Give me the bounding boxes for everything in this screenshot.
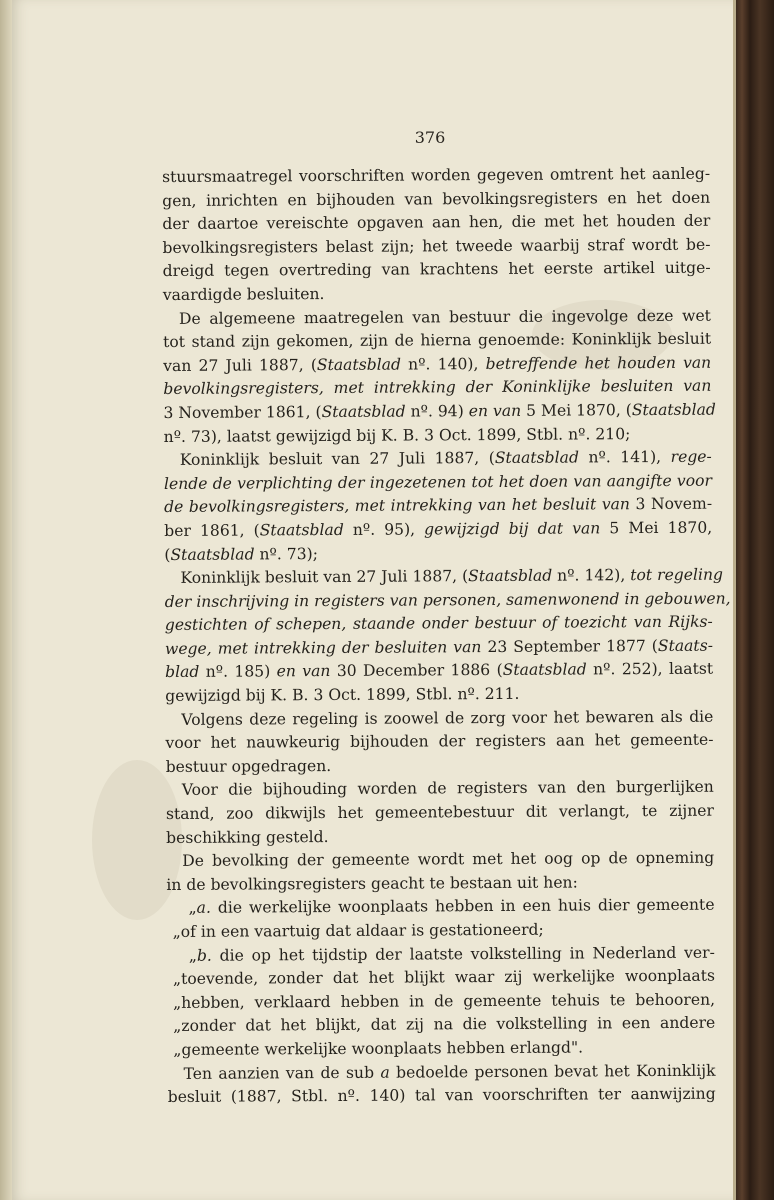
text-line: [168, 1083, 716, 1110]
text-line: [164, 446, 712, 473]
italic-text: wege, met intrekking der besluiten van: [164, 637, 482, 658]
text-run: (: [164, 545, 171, 564]
text-run: „hebben, verklaard hebben in de gemeente tehuis te behooren,: [173, 990, 716, 1012]
text-run: die werkelijke woonplaats hebben in een huis dier gemeente: [210, 896, 715, 918]
text-run: Voor die bijhouding worden de registers van den burgerlijken: [181, 778, 714, 800]
text-line: [162, 186, 710, 213]
text-run: beschikking gesteld.: [166, 827, 329, 847]
italic-text: b.: [196, 946, 212, 965]
text-run: „zonder dat het blijkt, dat zij na die volkstelling in een andere: [173, 1014, 716, 1036]
text-line: [165, 658, 713, 685]
text-line: [165, 705, 713, 732]
body-text: [162, 163, 731, 1110]
text-run: besluit (1887, Stbl. nº. 140) tal van voorschriften ter aanwijzing: [167, 1084, 716, 1107]
text-run: 3 Novem-: [629, 494, 713, 514]
text-line: [167, 1059, 715, 1086]
text-run: gen, inrichten en bijhouden van bevolkingsregisters en het doen: [162, 188, 711, 210]
text-line: [167, 988, 715, 1015]
text-run: gewijzigd bij K. B. 3 Oct. 1899, Stbl. nº. 211.: [165, 684, 520, 706]
text-line: [164, 493, 712, 520]
text-line: [165, 611, 713, 638]
text-line: [163, 375, 711, 402]
text-run: tot stand zijn gekomen, zijn de hierna genoemde: Koninklijk besluit: [163, 329, 712, 352]
text-line: [163, 328, 711, 355]
text-run: De bevolking der gemeente wordt met het oog op de opneming: [182, 848, 715, 871]
italic-text: Staatsblad: [502, 660, 587, 680]
text-line: [164, 469, 712, 496]
text-run: nº. 140),: [400, 354, 486, 374]
text-run: nº. 185): [199, 662, 277, 682]
text-run: 3 November 1861, (: [163, 402, 322, 422]
page-number: 376: [414, 128, 446, 147]
text-line: [163, 281, 711, 308]
text-line: [164, 517, 712, 544]
text-line: [164, 422, 712, 449]
text-line: [164, 587, 731, 614]
text-line: [166, 894, 714, 921]
italic-text: betreffende het houden van: [485, 353, 712, 373]
text-line: [162, 163, 710, 190]
text-line: [167, 1012, 715, 1039]
italic-text: a: [380, 1063, 390, 1082]
italic-text: gewijzigd bij dat van: [424, 519, 601, 539]
text-line: [165, 729, 713, 756]
text-line: [162, 210, 710, 237]
text-line: [167, 1036, 715, 1063]
text-run: in de bevolkingsregisters geacht te bestaan uit hen:: [166, 873, 578, 894]
text-run: der daartoe vereischte opgaven aan hen, die met het houden der: [162, 211, 711, 234]
text-run: nº. 95),: [343, 520, 425, 539]
text-line: [162, 233, 710, 260]
italic-text: bevolkingsregisters, met intrekking der Koninklijke besluiten van: [163, 376, 712, 399]
text-run: 5 Mei 1870,: [600, 518, 713, 538]
italic-text: Staatsblad: [494, 448, 579, 468]
text-run: nº. 142),: [552, 566, 631, 585]
italic-text: a.: [196, 899, 211, 918]
text-run: stand, zoo dikwijls het gemeentebestuur dit verlangt, te zijner: [165, 801, 715, 824]
italic-text: Staatsblad: [321, 402, 406, 421]
text-run: „: [188, 899, 197, 918]
italic-text: rege-: [670, 447, 712, 467]
text-run: bestuur opgedragen.: [165, 756, 332, 776]
text-line: [167, 965, 715, 992]
text-line: [164, 564, 724, 591]
text-run: Koninklijk besluit van 27 Juli 1887, (: [180, 567, 469, 587]
text-run: nº. 73), laatst gewijzigd bij K. B. 3 Oct. 1899, Stbl. nº. 210;: [163, 424, 631, 446]
text-run: voor het nauwkeurig bijhouden der registers aan het gemeente-: [165, 730, 714, 753]
italic-text: tot regeling: [630, 565, 724, 585]
italic-text: en van: [276, 662, 331, 681]
text-run: „of in een vaartuig dat aldaar is gestationeerd;: [172, 920, 544, 941]
text-run: dreigd tegen overtreding van krachtens het eerste artikel uitge-: [162, 259, 711, 281]
text-run: 5 Mei 1870, (: [521, 401, 632, 420]
text-line: [166, 800, 714, 827]
text-line: [164, 540, 712, 567]
text-run: die op het tijdstip der laatste volkstelling in Nederland ver-: [211, 943, 715, 965]
text-line: [167, 941, 715, 968]
text-run: ber 1861, (: [164, 521, 260, 540]
text-run: „gemeente werkelijke woonplaats hebben erlangd".: [173, 1038, 584, 1059]
text-line: [163, 257, 711, 284]
text-line: [166, 776, 714, 803]
text-run: vaardigde besluiten.: [162, 284, 325, 304]
italic-text: en van: [468, 401, 522, 421]
italic-text: de bevolkingsregisters, met intrekking van het besluit van: [164, 495, 631, 517]
text-line: [167, 918, 715, 945]
text-run: van 27 Juli 1887, (: [163, 355, 317, 375]
text-run: stuursmaatregel voorschriften worden gegeven omtrent het aanleg-: [162, 164, 711, 186]
text-line: [166, 823, 714, 850]
text-run: nº. 141),: [578, 448, 671, 467]
text-line: [165, 682, 713, 709]
italic-text: Staatsblad: [259, 520, 344, 540]
text-run: bedoelde personen bevat het Koninklijk: [389, 1061, 716, 1082]
text-line: [163, 351, 711, 378]
text-run: nº. 252), laatst: [586, 660, 714, 679]
text-run: De algemeene maatregelen van bestuur die ingevolge deze wet: [178, 306, 711, 328]
text-line: [165, 635, 713, 662]
italic-text: der inschrijving in registers van personen, samenwonend in gebouwen,: [164, 589, 731, 611]
italic-text: Staats-: [657, 636, 714, 655]
text-line: [166, 870, 714, 897]
text-line: [163, 399, 716, 426]
italic-text: blad: [165, 663, 200, 682]
text-run: Koninklijk besluit van 27 Juli 1887, (: [179, 449, 495, 470]
text-run: 23 September 1877 (: [481, 636, 658, 656]
italic-text: Staatsblad: [316, 355, 402, 374]
text-line: [166, 847, 714, 874]
text-run: „toevende, zonder dat het blijkt waar zij werkelijke woonplaats: [172, 966, 716, 989]
text-run: Ten aanzien van de sub: [183, 1063, 381, 1083]
italic-text: Staatsblad: [468, 566, 553, 586]
text-line: [163, 304, 711, 331]
scan-margin: [0, 0, 12, 1200]
text-run: 30 December 1886 (: [330, 661, 503, 681]
text-run: Volgens deze regeling is zoowel de zorg voor het bewaren als die: [181, 707, 714, 729]
text-run: nº. 94): [405, 402, 469, 421]
italic-text: Staatsblad: [631, 400, 716, 420]
italic-text: Staatsblad: [170, 544, 255, 564]
text-run: bevolkingsregisters belast zijn; het tweede waarbij straf wordt be-: [162, 235, 711, 257]
book-spine: [736, 0, 774, 1200]
text-run: „: [188, 946, 197, 965]
italic-text: gestichten of schepen, staande onder bestuur of toezicht van Rijks-: [164, 612, 713, 635]
italic-text: lende de verplichting der ingezetenen tot het doen van aangifte voor: [163, 471, 712, 493]
text-line: [166, 752, 714, 779]
text-run: nº. 73);: [254, 544, 319, 563]
